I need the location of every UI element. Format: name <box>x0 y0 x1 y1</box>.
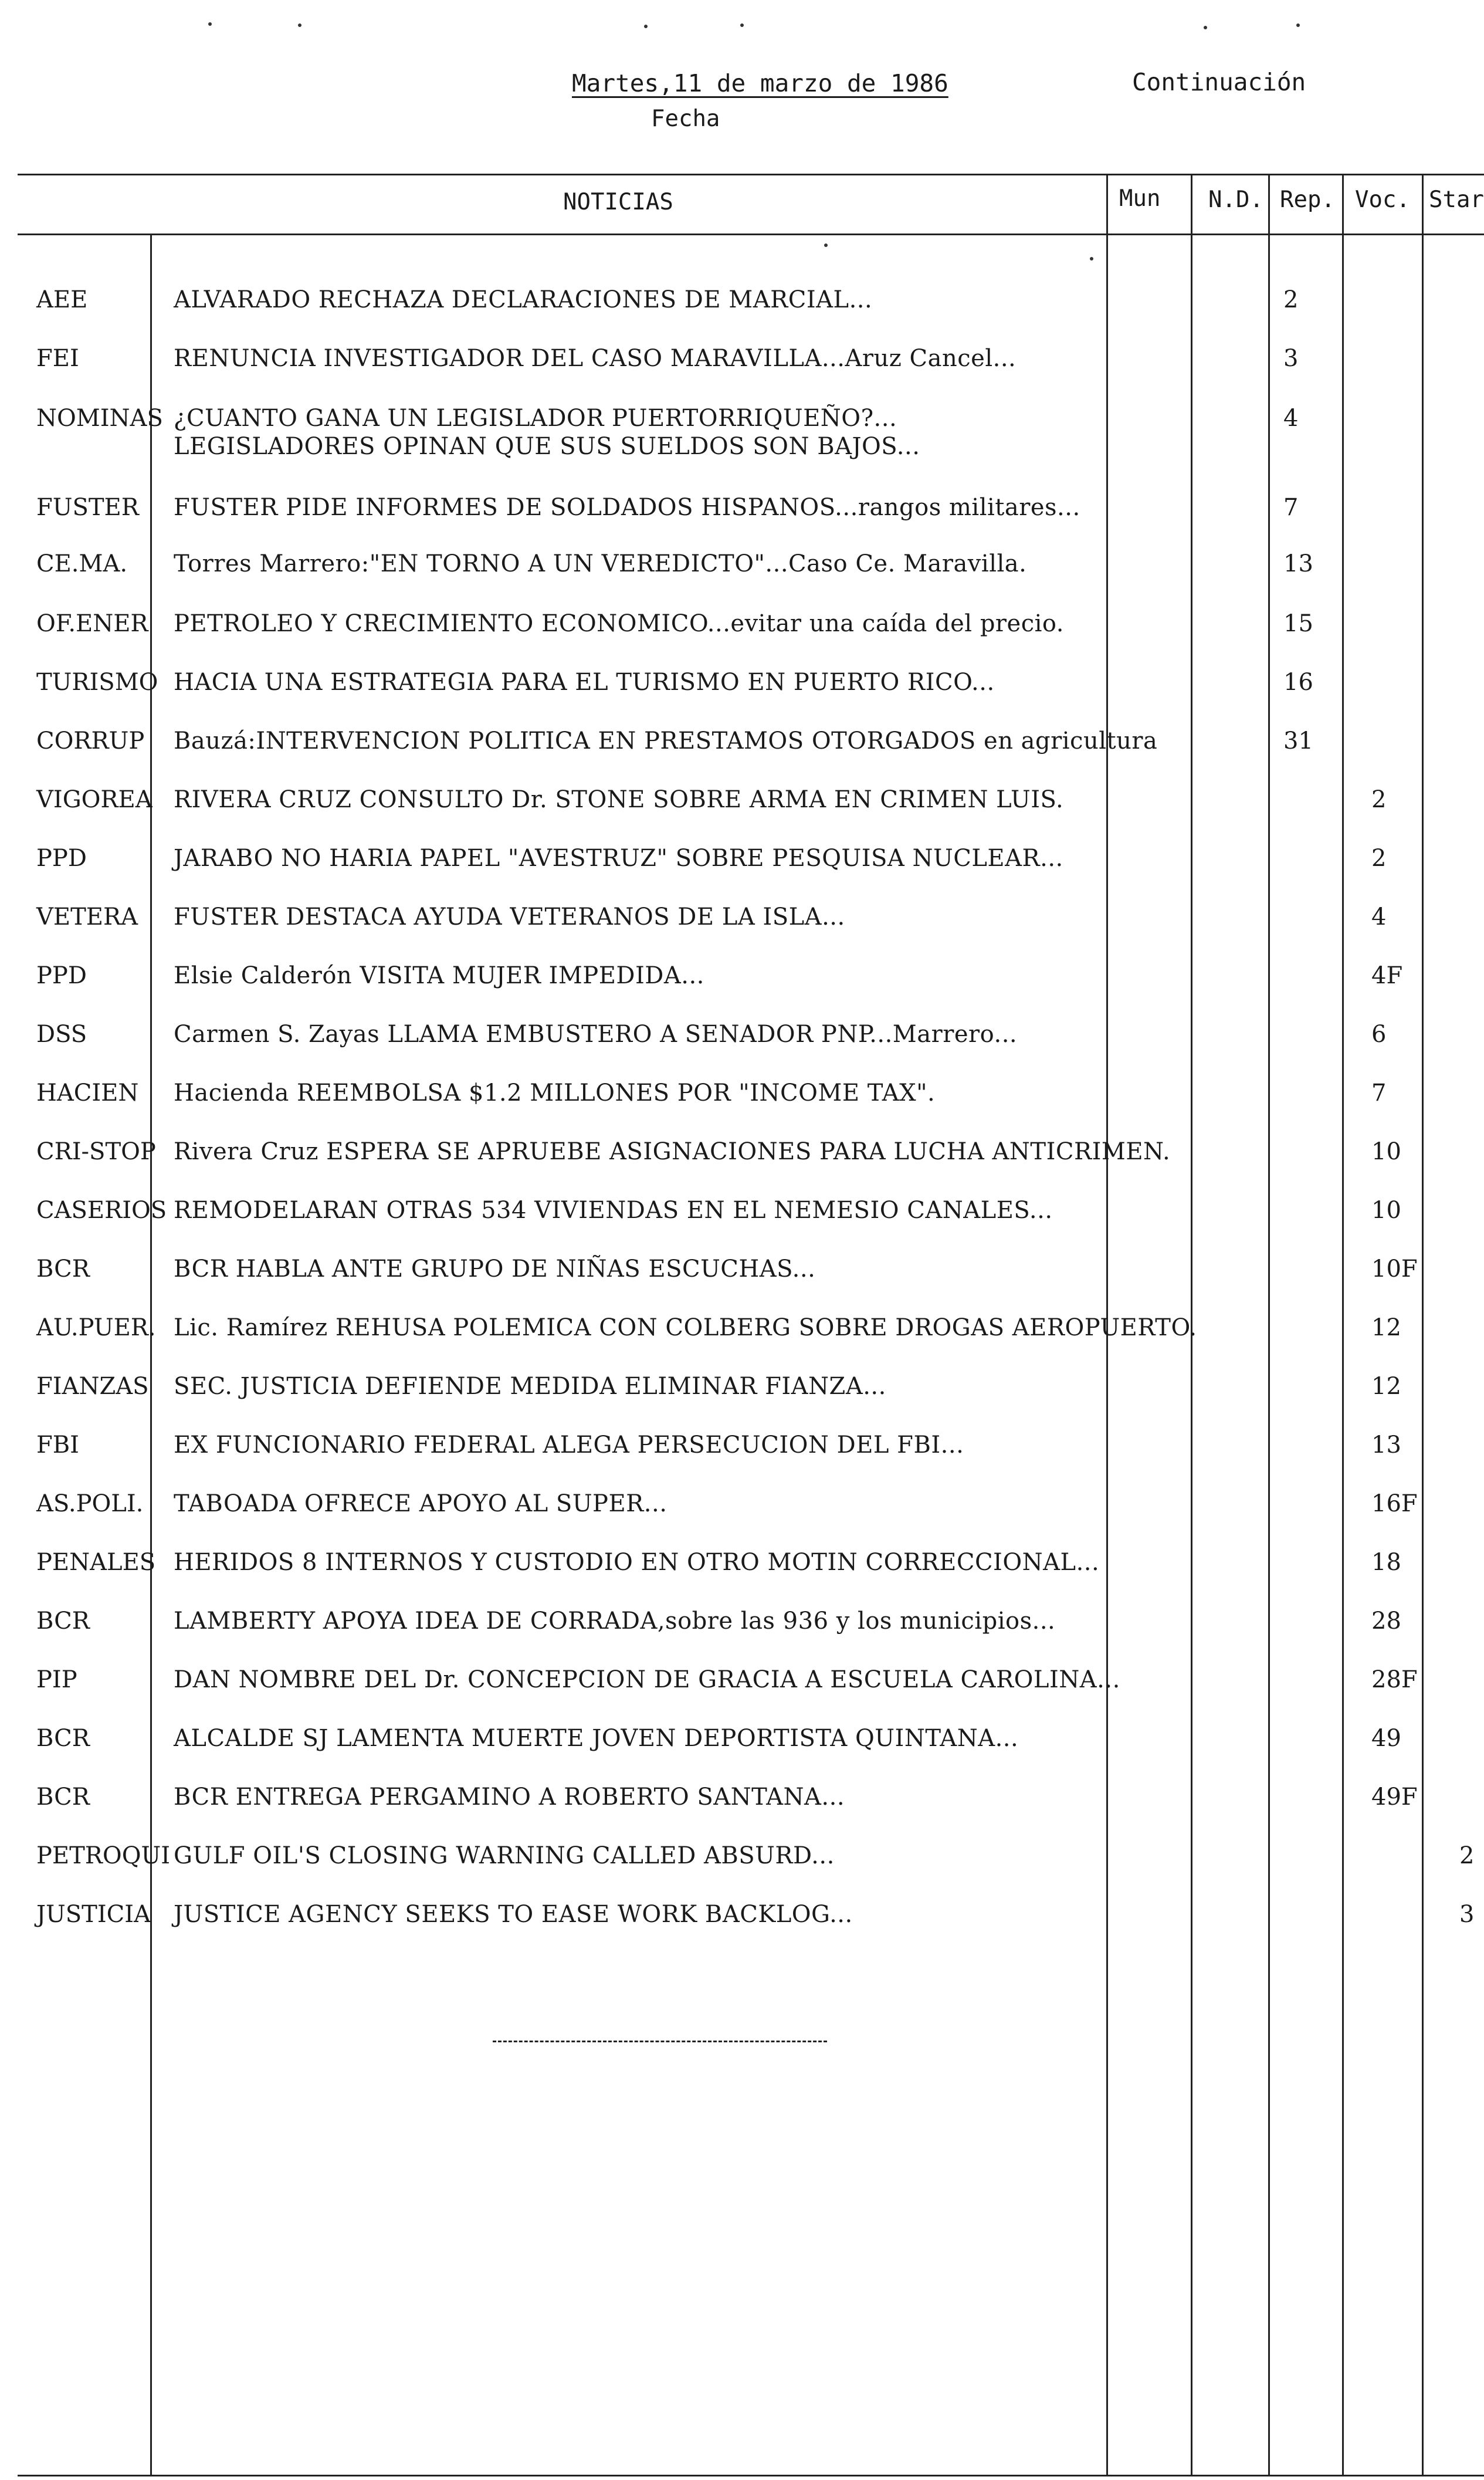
headline: FUSTER PIDE INFORMES DE SOLDADOS HISPANOS...rangos militares... <box>174 494 1080 521</box>
table-row <box>0 845 1484 901</box>
table-row <box>0 1197 1484 1253</box>
end-separator <box>493 2041 827 2042</box>
table-row <box>0 1784 1484 1840</box>
headline: RIVERA CRUZ CONSULTO Dr. STONE SOBRE ARMA EN CRIMEN LUIS. <box>174 786 1064 813</box>
headline: Lic. Ramírez REHUSA POLEMICA CON COLBERG SOBRE DROGAS AEROPUERTO. <box>174 1314 1197 1341</box>
section-code: PETROQUI <box>36 1842 171 1869</box>
voc-page: 28F <box>1371 1666 1418 1693</box>
headline: BCR HABLA ANTE GRUPO DE NIÑAS ESCUCHAS... <box>174 1256 816 1283</box>
star-page: 3 <box>1459 1901 1475 1928</box>
voc-page: 28 <box>1371 1608 1401 1635</box>
voc-page: 10F <box>1371 1256 1418 1283</box>
table-row <box>0 1608 1484 1664</box>
scan-speck <box>644 25 648 28</box>
table-row <box>0 286 1484 343</box>
headline: SEC. JUSTICIA DEFIENDE MEDIDA ELIMINAR FIANZA... <box>174 1373 886 1400</box>
table-top-rule <box>18 174 1484 175</box>
headline: Elsie Calderón VISITA MUJER IMPEDIDA... <box>174 962 704 989</box>
voc-page: 12 <box>1371 1373 1401 1400</box>
table-row <box>0 669 1484 725</box>
section-code: HACIEN <box>36 1080 139 1107</box>
headline: DAN NOMBRE DEL Dr. CONCEPCION DE GRACIA A ESCUELA CAROLINA... <box>174 1666 1120 1693</box>
section-code: DSS <box>36 1021 87 1048</box>
voc-page: 2 <box>1371 845 1387 872</box>
rep-page: 16 <box>1283 669 1313 696</box>
voc-page: 10 <box>1371 1138 1401 1165</box>
section-code: AU.PUER. <box>36 1314 156 1341</box>
voc-page: 2 <box>1371 786 1387 813</box>
headline: Bauzá:INTERVENCION POLITICA EN PRESTAMOS OTORGADOS en agricultura <box>174 728 1158 755</box>
section-code: FIANZAS <box>36 1373 149 1400</box>
section-code: PPD <box>36 845 87 872</box>
headline-second-line: LEGISLADORES OPINAN QUE SUS SUELDOS SON BAJOS... <box>174 433 920 460</box>
section-code: VIGOREA <box>36 786 153 813</box>
table-row <box>0 1901 1484 1957</box>
section-code: CORRUP <box>36 728 145 755</box>
headline: Hacienda REEMBOLSA $1.2 MILLONES POR "INCOME TAX". <box>174 1080 936 1107</box>
headline: PETROLEO Y CRECIMIENTO ECONOMICO...evitar una caída del precio. <box>174 610 1065 637</box>
column-header-noticias: NOTICIAS <box>563 189 673 215</box>
table-row <box>0 1432 1484 1488</box>
headline: Rivera Cruz ESPERA SE APRUEBE ASIGNACIONES PARA LUCHA ANTICRIMEN. <box>174 1138 1171 1165</box>
section-code: FBI <box>36 1432 79 1459</box>
table-header-rule <box>18 234 1484 235</box>
table-row <box>0 1666 1484 1723</box>
headline: BCR ENTREGA PERGAMINO A ROBERTO SANTANA... <box>174 1784 845 1811</box>
headline: JARABO NO HARIA PAPEL "AVESTRUZ" SOBRE PESQUISA NUCLEAR... <box>174 845 1063 872</box>
table-row <box>0 1138 1484 1195</box>
headline: RENUNCIA INVESTIGADOR DEL CASO MARAVILLA...Aruz Cancel... <box>174 345 1017 372</box>
rep-page: 2 <box>1283 286 1299 313</box>
section-code: BCR <box>36 1784 90 1811</box>
section-code: AEE <box>36 286 88 313</box>
rep-page: 7 <box>1283 494 1299 521</box>
scan-speck <box>1090 257 1093 260</box>
rep-page: 31 <box>1283 728 1313 755</box>
column-header-mun: Mun <box>1119 185 1161 212</box>
table-row <box>0 962 1484 1019</box>
column-header-nd: N.D. <box>1208 187 1263 213</box>
section-code: CASERIOS <box>36 1197 167 1224</box>
scan-speck <box>824 243 828 247</box>
scan-speck <box>1204 26 1207 29</box>
section-code: OF.ENER <box>36 610 148 637</box>
section-code: FUSTER <box>36 494 139 521</box>
table-row <box>0 1256 1484 1312</box>
section-code: BCR <box>36 1256 90 1283</box>
rep-page: 15 <box>1283 610 1313 637</box>
voc-page: 12 <box>1371 1314 1401 1341</box>
table-row <box>0 550 1484 607</box>
section-code: PPD <box>36 962 87 989</box>
table-row <box>0 1725 1484 1781</box>
section-code: NOMINAS <box>36 405 163 432</box>
headline: FUSTER DESTACA AYUDA VETERANOS DE LA ISLA... <box>174 904 845 931</box>
table-row <box>0 405 1484 461</box>
table-row <box>0 1549 1484 1605</box>
table-row <box>0 728 1484 784</box>
headline: ALVARADO RECHAZA DECLARACIONES DE MARCIAL... <box>174 286 873 313</box>
rep-page: 3 <box>1283 345 1299 372</box>
voc-page: 4F <box>1371 962 1403 989</box>
rep-page: 13 <box>1283 550 1313 577</box>
voc-page: 10 <box>1371 1197 1401 1224</box>
voc-page: 16F <box>1371 1490 1418 1517</box>
continuation-label: Continuación <box>1132 68 1306 96</box>
report-date: Martes,11 de marzo de 1986 <box>572 69 948 97</box>
headline: REMODELARAN OTRAS 534 VIVIENDAS EN EL NEMESIO CANALES... <box>174 1197 1053 1224</box>
voc-page: 49F <box>1371 1784 1418 1811</box>
column-header-voc: Voc. <box>1355 187 1410 213</box>
headline: Torres Marrero:"EN TORNO A UN VEREDICTO"...Caso Ce. Maravilla. <box>174 550 1027 577</box>
table-row <box>0 904 1484 960</box>
headline: EX FUNCIONARIO FEDERAL ALEGA PERSECUCION DEL FBI... <box>174 1432 964 1459</box>
star-page: 2 <box>1459 1842 1475 1869</box>
scan-speck <box>298 23 301 27</box>
table-row <box>0 1373 1484 1429</box>
voc-page: 4 <box>1371 904 1387 931</box>
headline: GULF OIL'S CLOSING WARNING CALLED ABSURD... <box>174 1842 835 1869</box>
scan-speck <box>740 23 744 27</box>
headline: JUSTICE AGENCY SEEKS TO EASE WORK BACKLOG... <box>174 1901 853 1928</box>
column-header-star: Star <box>1429 187 1484 213</box>
table-bottom-rule <box>18 2475 1484 2476</box>
headline: HERIDOS 8 INTERNOS Y CUSTODIO EN OTRO MOTIN CORRECCIONAL... <box>174 1549 1100 1576</box>
table-row <box>0 1842 1484 1899</box>
section-code: BCR <box>36 1725 90 1752</box>
headline: HACIA UNA ESTRATEGIA PARA EL TURISMO EN PUERTO RICO... <box>174 669 995 696</box>
section-code: PIP <box>36 1666 77 1693</box>
scan-speck <box>208 22 212 26</box>
table-row <box>0 1080 1484 1136</box>
headline: LAMBERTY APOYA IDEA DE CORRADA,sobre las 936 y los municipios... <box>174 1608 1056 1635</box>
table-row <box>0 786 1484 843</box>
section-code: PENALES <box>36 1549 156 1576</box>
voc-page: 6 <box>1371 1021 1387 1048</box>
section-code: AS.POLI. <box>36 1490 144 1517</box>
section-code: VETERA <box>36 904 138 931</box>
table-row <box>0 1314 1484 1371</box>
rep-page: 4 <box>1283 405 1299 432</box>
voc-page: 18 <box>1371 1549 1401 1576</box>
table-row <box>0 345 1484 401</box>
voc-page: 7 <box>1371 1080 1387 1107</box>
voc-page: 13 <box>1371 1432 1401 1459</box>
section-code: TURISMO <box>36 669 158 696</box>
table-row <box>0 610 1484 666</box>
voc-page: 49 <box>1371 1725 1401 1752</box>
section-code: CRI-STOP <box>36 1138 156 1165</box>
table-row <box>0 1490 1484 1547</box>
column-header-rep: Rep. <box>1280 187 1335 213</box>
section-code: FEI <box>36 345 79 372</box>
headline: ¿CUANTO GANA UN LEGISLADOR PUERTORRIQUEÑO?... <box>174 405 897 432</box>
headline: Carmen S. Zayas LLAMA EMBUSTERO A SENADOR PNP...Marrero... <box>174 1021 1018 1048</box>
table-row <box>0 1021 1484 1077</box>
headline: ALCALDE SJ LAMENTA MUERTE JOVEN DEPORTISTA QUINTANA... <box>174 1725 1019 1752</box>
section-code: CE.MA. <box>36 550 128 577</box>
scan-speck <box>1296 23 1300 27</box>
headline: TABOADA OFRECE APOYO AL SUPER... <box>174 1490 668 1517</box>
date-label: Fecha <box>651 106 720 132</box>
table-row <box>0 494 1484 550</box>
section-code: BCR <box>36 1608 90 1635</box>
section-code: JUSTICIA <box>36 1901 151 1928</box>
